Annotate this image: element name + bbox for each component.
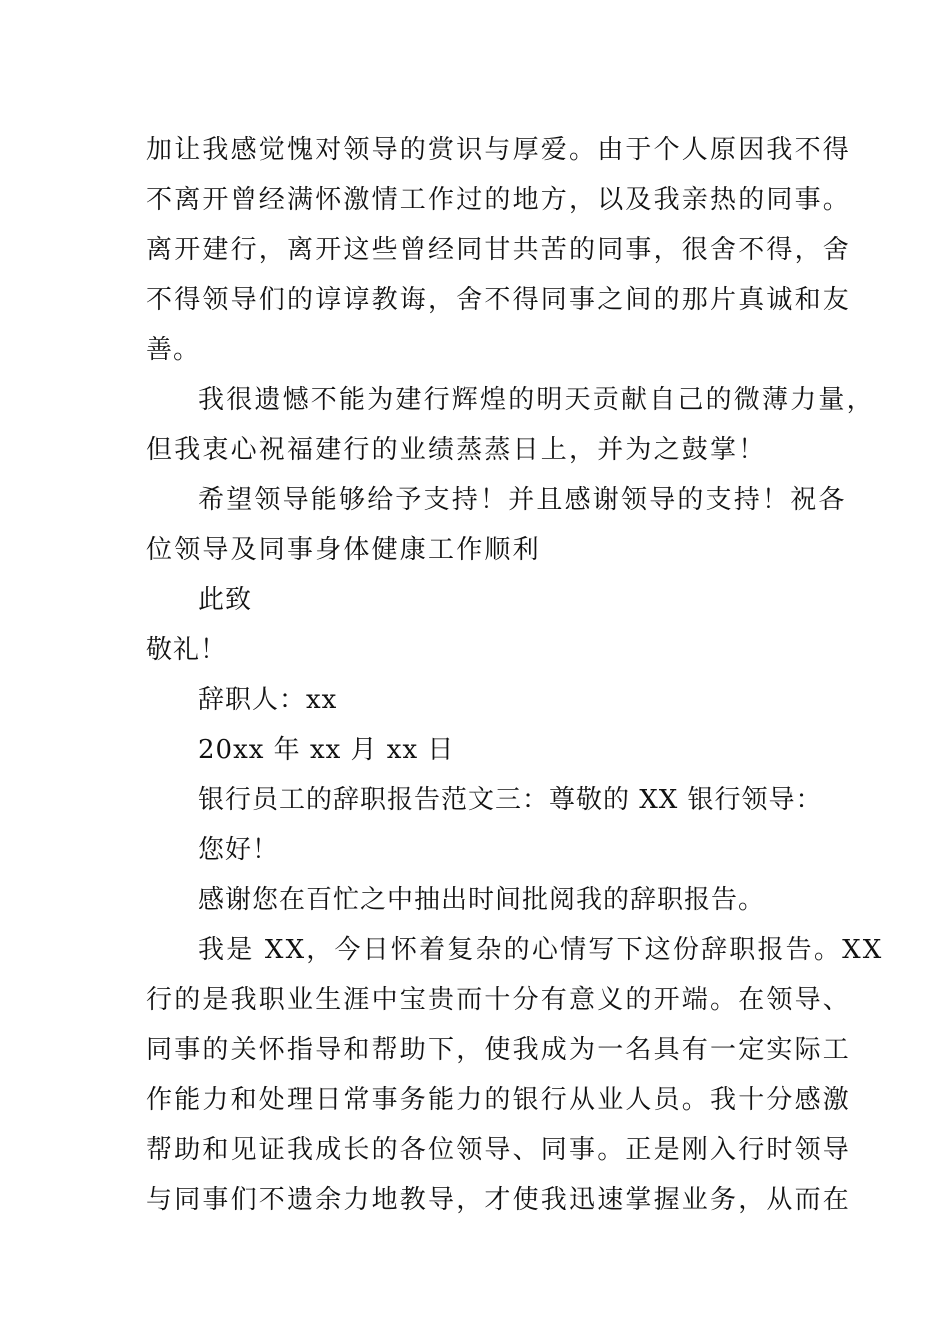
paragraph-line: 帮助和见证我成长的各位领导、同事。正是刚入行时领导 — [146, 1135, 852, 1165]
paragraph-line: 与同事们不遗余力地教导，才使我迅速掌握业务，从而在 — [146, 1185, 852, 1215]
paragraph-line: 同事的关怀指导和帮助下，使我成为一名具有一定实际工 — [146, 1035, 852, 1065]
paragraph-line: 不离开曾经满怀激情工作过的地方，以及我亲热的同事。 — [146, 185, 852, 215]
greeting-line: 您好！ — [198, 835, 280, 865]
paragraph-line: 加让我感觉愧对领导的赏识与厚爱。由于个人原因我不得 — [146, 135, 852, 165]
paragraph-line: 希望领导能够给予支持！并且感谢领导的支持！祝各 — [198, 485, 847, 515]
paragraph-line: 离开建行，离开这些曾经同甘共苦的同事，很舍不得，舍 — [146, 235, 852, 265]
closing-line: 此致 — [198, 585, 253, 615]
paragraph-line: 我是 XX，今日怀着复杂的心情写下这份辞职报告。XX — [198, 935, 884, 965]
date-line: 20xx 年 xx 月 xx 日 — [198, 735, 455, 765]
paragraph-line: 善。 — [146, 335, 201, 365]
section-heading: 银行员工的辞职报告范文三：尊敬的 XX 银行领导： — [198, 785, 823, 815]
paragraph-line: 感谢您在百忙之中抽出时间批阅我的辞职报告。 — [198, 885, 766, 915]
paragraph-line: 我很遗憾不能为建行辉煌的明天贡献自己的微薄力量， — [198, 385, 875, 415]
paragraph-line: 但我衷心祝福建行的业绩蒸蒸日上，并为之鼓掌！ — [146, 435, 767, 465]
paragraph-line: 位领导及同事身体健康工作顺利 — [146, 535, 541, 565]
paragraph-line: 不得领导们的谆谆教诲，舍不得同事之间的那片真诚和友 — [146, 285, 852, 315]
salutation-line: 敬礼！ — [146, 635, 228, 665]
paragraph-line: 作能力和处理日常事务能力的银行从业人员。我十分感激 — [146, 1085, 852, 1115]
paragraph-line: 行的是我职业生涯中宝贵而十分有意义的开端。在领导、 — [146, 985, 852, 1015]
signature-line: 辞职人：xx — [198, 685, 338, 715]
